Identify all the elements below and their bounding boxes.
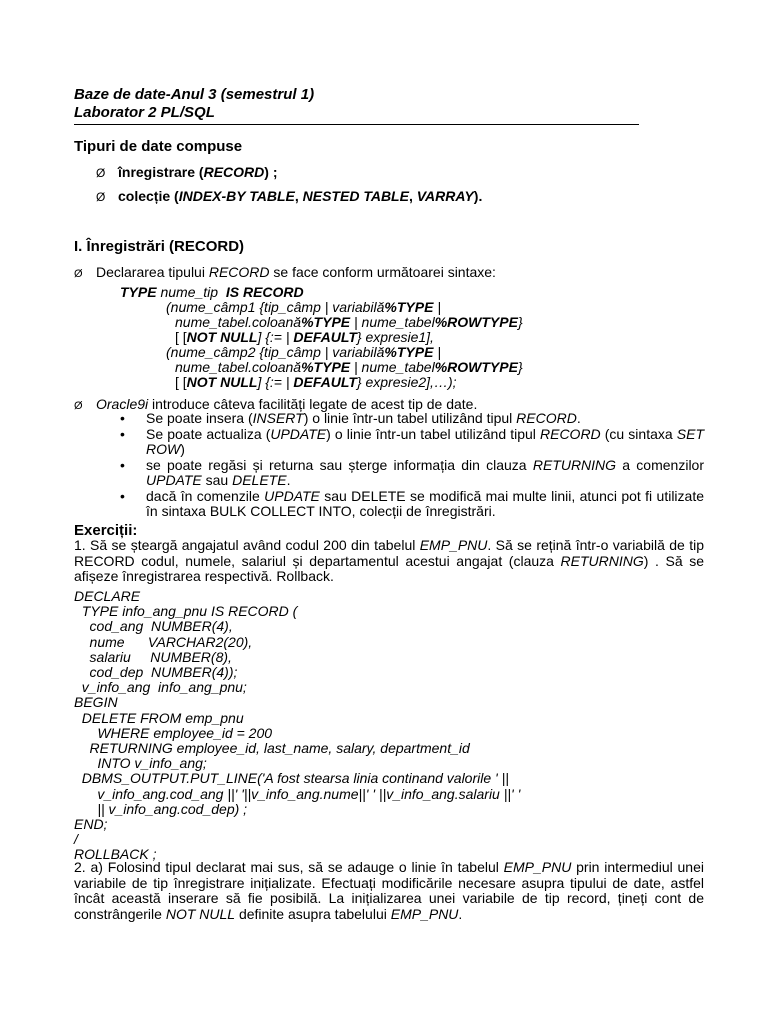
facility-item: • Se poate actualiza (UPDATE) o linie într-un tabel utilizând tipul RECORD (cu sintaxa SET ROW) — [118, 427, 704, 457]
exercises-title: Exerciții: — [74, 522, 138, 539]
declaration-intro: Ø Declararea tipului RECORD se face conform următoarei sintaxe: — [74, 264, 496, 280]
oracle-intro: Ø Oracle9i introduce câteva facilități legate de acest tip de date. — [74, 396, 478, 412]
header-rule — [74, 124, 639, 125]
bullet-arrow-icon: Ø — [74, 268, 83, 280]
syntax-line-2: (nume_câmp1 {tip_câmp | variabilă%TYPE | — [166, 299, 441, 315]
document-header — [74, 86, 314, 122]
bullet-arrow-icon: Ø — [96, 190, 106, 204]
section-title: Tipuri de date compuse — [74, 138, 243, 155]
facility-item: • Se poate insera (INSERT) o linie într-un tabel utilizând tipul RECORD. — [118, 411, 704, 426]
type-item-record: Ø înregistrare (RECORD) ; — [96, 164, 278, 180]
syntax-line-5: (nume_câmp2 {tip_câmp | variabilă%TYPE | — [166, 344, 441, 360]
syntax-line-3: nume_tabel.coloană%TYPE | nume_tabel%ROWTYPE} — [175, 314, 523, 330]
syntax-line-1: TYPE nume_tip IS RECORD — [120, 284, 304, 300]
syntax-line-6: nume_tabel.coloană%TYPE | nume_tabel%ROWTYPE} — [175, 359, 523, 375]
section-1-title: I. Înregistrări (RECORD) — [74, 238, 245, 255]
plsql-code-block: DECLARE TYPE info_ang_pnu IS RECORD ( cod_ang NUMBER(4), nume VARCHAR2(20), salariu NUMBER(8), cod_dep NUMBER(4)); v_info_ang info_ang_pnu; BEGIN DELETE FROM emp_pnu WHERE employee_id = 200 RETURNING employee_id, last_name, salary, department_id INTO v_info_ang; DBMS_OUTPUT.PUT_LINE('A fost stearsa linia continand valorile ' || v_info_ang.cod_ang ||' '||v_info_ang.nume||' ' ||v_info_ang.salariu ||' ' || v_info_ang.cod_dep) ; END; / ROLLBACK ; — [74, 588, 521, 863]
bullet-arrow-icon: Ø — [96, 166, 106, 180]
bullet-arrow-icon: Ø — [74, 400, 83, 412]
course-title: Baze de date-Anul 3 (semestrul 1) — [74, 86, 315, 103]
facility-item: • dacă în comenzile UPDATE sau DELETE se modifică mai multe linii, atunci pot fi utilizate în sintaxa BULK COLLECT INTO, colecții de înregistrări. — [118, 489, 704, 519]
facilities-list — [118, 411, 704, 520]
syntax-line-4: [ [NOT NULL] {:= | DEFAULT} expresie1], — [175, 329, 434, 345]
lab-title: Laborator 2 PL/SQL — [74, 104, 215, 121]
exercise-2-text: 2. a) Folosind tipul declarat mai sus, să se adauge o linie în tabelul EMP_PNU prin intermediul unei variabile de tip înregistrare inițializate. Efectuați modificările necesare asupra tipului de date, astfel încât această inserare să fie posibilă. La inițializarea unei variabile de tip record, țineți cont de constrângerile NOT NULL definite asupra tabelului EMP_PNU. — [74, 859, 704, 922]
facility-item: • se poate regăsi și returna sau șterge informația din clauza RETURNING a comenzilor UPDATE sau DELETE. — [118, 458, 704, 488]
syntax-line-7: [ [NOT NULL] {:= | DEFAULT} expresie2],…); — [175, 374, 457, 390]
type-item-collection: Ø colecție (INDEX-BY TABLE, NESTED TABLE, VARRAY). — [96, 188, 483, 204]
exercise-1-text: 1. Să se șteargă angajatul având codul 200 din tabelul EMP_PNU. Să se rețină într-o variabilă de tip RECORD codul, numele, salariul și departamentul acestui angajat (clauza RETURNING) . Să se afișeze înregistrarea respectivă. Rollback. — [74, 537, 704, 584]
